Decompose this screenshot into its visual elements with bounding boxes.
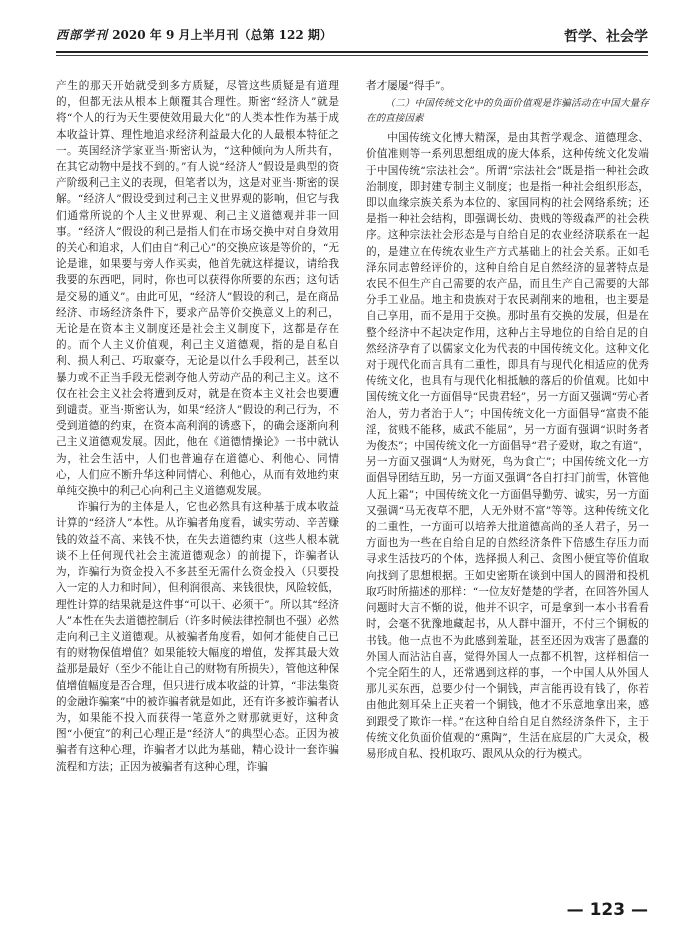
journal-logo: 西部学刊 <box>56 28 109 42</box>
right-paragraph-1: 中国传统文化博大精深，是由其哲学观念、道德理念、价值准则等一系列思想组成的庞大体系，这种传统文化发端于中国传统“宗法社会”。所谓“宗法社会”既是指一种社会政治制度，即封建专制主义制度；也是指一种社会组织形态，即以血缘宗族关系为本位的、家国同构的社会网络系统；还是指一种社会结构，即强调长幼、贵贱的等级森严的社会秩序。这种宗法社会形态是与自给自足的农业经济联系在一起的，是建立在传统农业生产方式基础上的社会关系。正如毛泽东同志曾经评价的，这种自给自足自然经济的显著特点是农民不但生产自己需要的农产品，而且生产自己需要的大部分手工业品。地主和贵族对于农民剥削来的地租，也主要是自己享用，而不是用于交换。那时虽有交换的发展，但是在整个经济中不起决定作用，这种占主导地位的自给自足的自然经济孕育了以儒家文化为代表的中国传统文化。这种文化对于现代化而言具有二重性，即具有与现代化相适应的优秀传统文化，也具有与现代化相抵触的落后的价值观。比如中国传统文化一方面倡导“民贵君轻”，另一方面又强调“劳心者治人，劳力者治于人”；中国传统文化一方面倡导“富贵不能淫，贫贱不能移，威武不能屈”，另一方面有强调“识时务者为俊杰”；中国传统文化一方面倡导“君子爱财，取之有道”，另一方面又强调“人为财死，鸟为食亡”；中国传统文化一方面倡导团结互助，另一方面又强调“各自打扫门前雪，休管他人瓦上霜”；中国传统文化一方面倡导勤劳、诚实，另一方面又强调“马无夜草不肥，人无外财不富”等等。这种传统文化的二重性，一方面可以培养大批道德高尚的圣人君子，另一方面也为一些在自给自足的自然经济条件下倍感生存压力而寻求生活技巧的个体，选择损人利己、贪图小便宜等价值取向找到了思想根据。王如史密斯在谈到中国人的圆滑和投机取巧时所描述的那样：“一位友好楚楚的学者，在回答外国人问题时大言不惭的说，他并不识字，可是拿到一本小书看看时，会毫不犹豫地藏起书，从人群中溜开，不付三个铜板的书钱。他一点也不为此感到羞耻，甚至还因为戏害了愚蠢的外国人而沾沾自喜，觉得外国人一点都不机智，这样相信一个完全陌生的人，还常遇到这样的事，一个中国人从外国人那儿买东西，总要少付一个铜钱，声言能再设有钱了，你若由他此刻耳朵上正夹着一个铜钱，他才不乐意地拿出来，感到跟受了欺诈一样。”在这种自给自足自然经济条件下，主于传统文化负面价值观的“熏陶”，生活在底层的广大灵众，极易形成自私、投机取巧、跟风从众的行为模式。 <box>366 132 649 760</box>
section-title: 哲学、社会学 <box>564 29 648 45</box>
journal-issue: 2020 年 9 月上半月刊（总第 122 期） <box>112 28 332 42</box>
header-rule-thin <box>56 55 648 56</box>
page-number: — 123 — <box>566 900 648 920</box>
section-subheading: （二）中国传统文化中的负面价值观是诈骗活动在中国大量存在的直接因素 <box>366 98 649 125</box>
right-paragraph-0: 者才屡屡“得手”。 <box>366 80 451 92</box>
left-paragraph-2: 诈骗行为的主体是人，它也必然具有这种基于成本收益计算的“经济人”本性。从诈骗者角度看，诚实劳动、辛苦赚钱的效益不高、来钱不快，在失去道德约束（这些人根本就谈不上任何现代社会主流道德观念）的前提下，诈骗者认为，诈骗行为资金投入不多甚至无需什么资金投入（只要投入一定的人力和时间），但利润很高、来钱很快，风险较低，理性计算的结果就是这件事“可以干、必须干”。所以其“经济人”本性在失去道德控制后（许多时候法律控制也不强）必然走向利己主义道德观。从被骗者角度看，如何才能使自己已有的财物保值增值？如果能较大幅度的增值，发挥其最大效益那是最好（至少不能让自己的财物有所损失），管他这种保值增值幅度是否合理，但只进行成本收益的计算，“非法集资的金融诈骗案”中的被诈骗者就是如此，还有许多被诈骗者认为，如果能不投入而获得一笔意外之财那就更好，这种贪图“小便宜”的利己心理正是“经济人”的典型心态。正因为被骗者有这种心理，诈骗者才以此为基础，精心设计一套诈骗流程和方法；正因为被骗者有这种心理，诈骗 <box>56 501 339 773</box>
header-rule-thick <box>56 51 648 53</box>
left-column <box>56 78 339 775</box>
journal-title <box>56 26 332 43</box>
left-paragraph-1: 产生的那天开始就受到多方质疑，尽管这些质疑是有道理的，但都无法从根本上颠覆其合理性。斯密“经济人”就是将“个人的行为天生要使效用最大化”的人类本性作为基于成本收益计算、理性地追求经济利益最大化的人最根本特征之一。英国经济学家亚当·斯密认为，“这种倾向为人所共有，在其它动物中是找不到的。”有人说“经济人”假设是典型的资产阶级利己主义的表现，但笔者以为，这是对亚当·斯密的误解。“经济人”假设受到过利己主义世界观的影响，但它与我们通常所说的个人主义世界观、利己主义道德观并非一回事。“经济人”假设的利己是指人们在市场交换中对自身效用的关心和追求，人们由自“利己心”的交换应该是等价的，“无论是谁，如果要与旁人作买卖，他首先就这样提议，请给我我要的东西吧，同时，你也可以获得你所要的东西；这句话是交易的通义”。由此可见，“经济人”假设的利己，是在商品经济、市场经济条件下，要求产品等价交换意义上的利己，无论是在资本主义制度还是社会主义制度下，这都是存在的。而个人主义价值观，利己主义道德观，指的是自私自利、损人利己、巧取豪夺，无论是以什么手段利己，甚至以暴力或不正当手段无偿剥夺他人劳动产品的利己主义。这不仅在社会主义社会将遭到反对，就是在资本主义社会也要遭到谴责。亚当·斯密认为，如果“经济人”假设的利己行为，不受到道德的约束，在资本高利润的诱惑下，的确会逐渐向利己主义道德观发展。因此，他在《道德情操论》一书中就认为，社会生活中，人们也普遍存在道德心、利他心、同情心，人们应不断升华这种同情心、利他心，从而有效地约束单纯交换中的利己心向利己主义道德观发展。 <box>56 80 339 498</box>
right-column <box>366 78 649 762</box>
page-header <box>56 20 648 60</box>
